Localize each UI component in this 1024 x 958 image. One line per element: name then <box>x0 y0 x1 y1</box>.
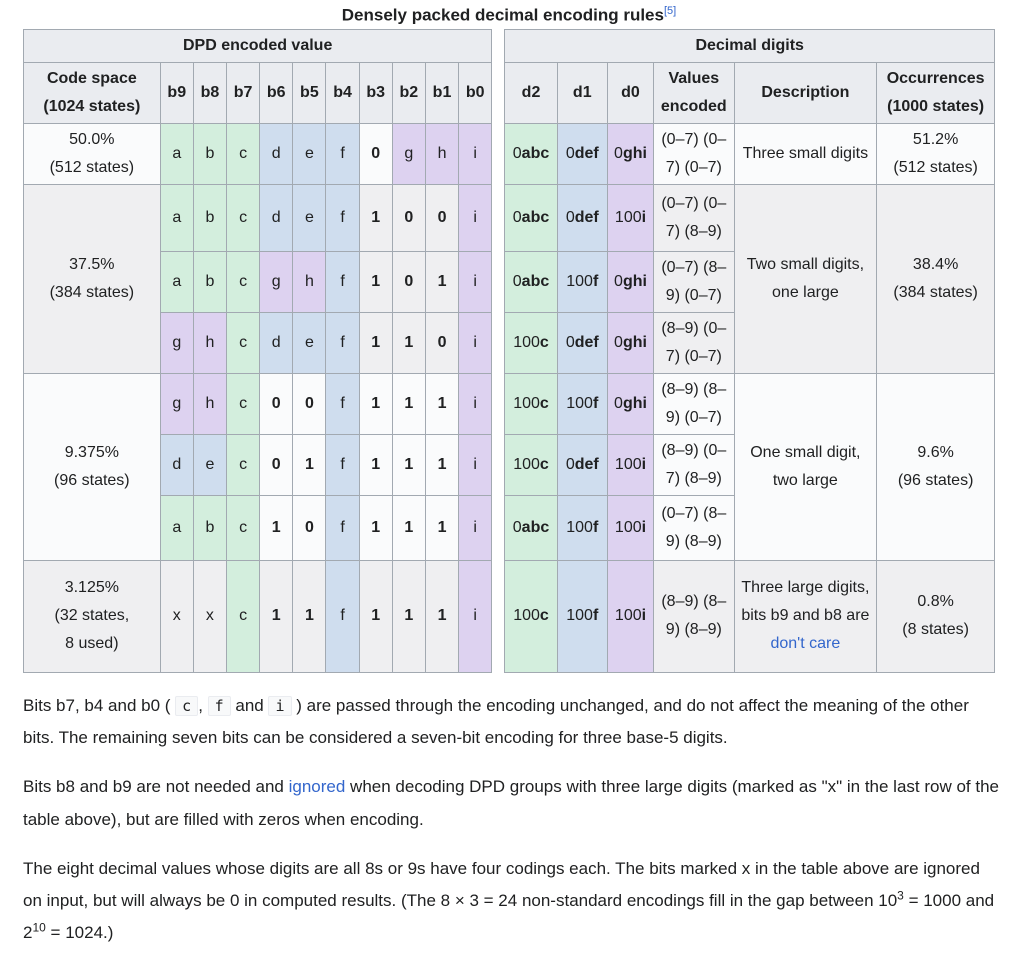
bit-column-header: b7 <box>227 62 260 123</box>
bit-cell: 1 <box>359 373 392 434</box>
bit-cell: d <box>260 123 293 184</box>
digit-cell-d0: 0ghi <box>607 251 653 312</box>
column-header-row <box>24 62 995 123</box>
header-dpd-encoded-value: DPD encoded value <box>24 29 492 62</box>
bit-cell: i <box>459 312 492 373</box>
bit-column-header: b6 <box>260 62 293 123</box>
note-text: when decoding DPD groups with three large digits (marked as "x" in the last row of the table above), but are filled with zeros when encoding. <box>23 777 999 829</box>
bit-cell: c <box>227 373 260 434</box>
note-text: = 1000 and 2 <box>23 891 995 943</box>
digit-cell-d0: 100i <box>607 184 653 251</box>
values-encoded-cell: (0–7) (0–7) (0–7) <box>654 123 734 184</box>
code-space-cell: 37.5% (384 states) <box>24 184 161 373</box>
group-header-row <box>24 29 995 62</box>
bit-cell: 0 <box>425 184 458 251</box>
bit-cell: f <box>326 184 359 251</box>
digit-cell-d1: 100f <box>557 373 607 434</box>
bit-cell: f <box>326 373 359 434</box>
bit-cell: 1 <box>260 495 293 560</box>
bit-cell: c <box>227 184 260 251</box>
bit-cell: 1 <box>359 495 392 560</box>
bit-cell: 1 <box>293 560 326 672</box>
bit-cell: c <box>227 251 260 312</box>
digit-cell-d0: 100i <box>607 560 653 672</box>
digit-cell-d1: 0def <box>557 312 607 373</box>
code-space-cell: 9.375% (96 states) <box>24 373 161 560</box>
bit-cell: x <box>160 560 193 672</box>
note-text: = 1024.) <box>45 923 114 943</box>
bit-cell: g <box>392 123 425 184</box>
digit-column-header: d0 <box>607 62 653 123</box>
values-encoded-cell: (8–9) (8–9) (0–7) <box>654 373 734 434</box>
bit-cell: 1 <box>425 495 458 560</box>
bit-cell: 1 <box>359 560 392 672</box>
bit-cell: e <box>293 312 326 373</box>
note-text: Bits b7, b4 and b0 ( <box>23 695 176 715</box>
col-header-occurrences <box>877 62 995 123</box>
note-text: Bits b8 and b9 are not needed and <box>23 777 289 797</box>
table-row <box>24 373 995 434</box>
table-gap <box>492 29 505 672</box>
bit-cell: f <box>326 251 359 312</box>
bit-cell: x <box>193 560 226 672</box>
bit-cell: c <box>227 123 260 184</box>
code-bit-c: c <box>175 696 198 716</box>
table-row <box>24 123 995 184</box>
bit-cell: g <box>160 312 193 373</box>
bit-cell: c <box>227 312 260 373</box>
note-text: ) are passed through the encoding unchanged, and do not affect the meaning of the other bits. The remaining seven bits can be considered a seven-bit encoding for three base-5 digits. <box>23 695 969 747</box>
values-encoded-cell: (8–9) (0–7) (0–7) <box>654 312 734 373</box>
reference-superscript <box>664 5 676 17</box>
digit-cell-d2: 0abc <box>505 123 557 184</box>
digit-column-header: d2 <box>505 62 557 123</box>
bit-cell: b <box>193 123 226 184</box>
digit-cell-d2: 0abc <box>505 184 557 251</box>
bit-cell: i <box>459 251 492 312</box>
digit-cell-d2: 100c <box>505 560 557 672</box>
reference-5-link[interactable]: [5] <box>663 5 677 17</box>
bit-cell: 1 <box>425 373 458 434</box>
bit-cell: g <box>260 251 293 312</box>
bit-cell: h <box>193 373 226 434</box>
digit-cell-d0: 100i <box>607 434 653 495</box>
values-encoded-cell: (0–7) (8–9) (8–9) <box>654 495 734 560</box>
note-nonstandard-encodings <box>23 853 1002 950</box>
bit-cell: g <box>160 373 193 434</box>
bit-cell: 1 <box>392 373 425 434</box>
bit-column-header: b2 <box>392 62 425 123</box>
digit-cell-d2: 0abc <box>505 495 557 560</box>
bit-cell: 1 <box>293 434 326 495</box>
code-space-cell: 50.0% (512 states) <box>24 123 161 184</box>
caption-text: Densely packed decimal encoding rules <box>341 5 664 25</box>
bit-cell: 0 <box>392 251 425 312</box>
bit-cell: c <box>227 560 260 672</box>
bit-cell: 1 <box>392 312 425 373</box>
note-passthrough-bits <box>23 690 1002 755</box>
digit-cell-d1: 0def <box>557 434 607 495</box>
table-row <box>24 560 995 672</box>
col-header-line: Values <box>668 69 720 87</box>
note-text: The eight decimal values whose digits are all 8s or 9s have four codings each. The bits marked x in the table above are ignored on input, but will always be 0 in computed results. (The 8 × 3 = 24 non-standard encodings fill in the gap between 10 <box>23 858 980 911</box>
digit-cell-d1: 100f <box>557 495 607 560</box>
bit-cell: e <box>293 184 326 251</box>
occurrences-cell: 38.4% (384 states) <box>877 184 995 373</box>
bit-cell: 1 <box>260 560 293 672</box>
digit-cell-d0: 0ghi <box>607 373 653 434</box>
bit-cell: c <box>227 495 260 560</box>
bit-column-header: b9 <box>160 62 193 123</box>
header-decimal-digits: Decimal digits <box>505 29 995 62</box>
note-text: and <box>230 695 269 715</box>
occurrences-cell: 0.8% (8 states) <box>877 560 995 672</box>
col-header-line: (1024 states) <box>43 97 141 115</box>
col-header-line: (1000 states) <box>887 97 985 115</box>
bit-cell: 0 <box>392 184 425 251</box>
bit-cell: 0 <box>260 434 293 495</box>
bit-cell: f <box>326 495 359 560</box>
bit-cell: 1 <box>359 434 392 495</box>
bit-cell: f <box>326 123 359 184</box>
bit-cell: d <box>160 434 193 495</box>
occurrences-cell: 51.2% (512 states) <box>877 123 995 184</box>
col-header-description: Description <box>734 62 877 123</box>
code-space-cell: 3.125% (32 states, 8 used) <box>24 560 161 672</box>
bit-column-header: b1 <box>425 62 458 123</box>
bit-cell: f <box>326 434 359 495</box>
bit-cell: b <box>193 251 226 312</box>
bit-column-header: b5 <box>293 62 326 123</box>
bit-cell: d <box>260 184 293 251</box>
digit-cell-d1: 0def <box>557 123 607 184</box>
bit-cell: e <box>193 434 226 495</box>
bit-column-header: b4 <box>326 62 359 123</box>
bit-cell: h <box>193 312 226 373</box>
code-bit-f: f <box>208 696 231 716</box>
description-cell: Two small digits, one large <box>734 184 877 373</box>
table-caption <box>23 5 995 26</box>
bit-cell: i <box>459 184 492 251</box>
table-row <box>24 184 995 251</box>
values-encoded-cell: (0–7) (0–7) (8–9) <box>654 184 734 251</box>
bit-cell: 1 <box>392 434 425 495</box>
bit-cell: a <box>160 123 193 184</box>
bit-cell: 0 <box>293 373 326 434</box>
digit-cell-d0: 0ghi <box>607 123 653 184</box>
bit-cell: 1 <box>392 560 425 672</box>
digit-cell-d1: 100f <box>557 251 607 312</box>
bit-cell: 1 <box>359 251 392 312</box>
bit-cell: i <box>459 123 492 184</box>
values-encoded-cell: (8–9) (0–7) (8–9) <box>654 434 734 495</box>
values-encoded-cell: (0–7) (8–9) (0–7) <box>654 251 734 312</box>
bit-cell: 0 <box>260 373 293 434</box>
bit-cell: a <box>160 184 193 251</box>
bit-cell: h <box>425 123 458 184</box>
bit-cell: d <box>260 312 293 373</box>
digit-cell-d2: 100c <box>505 312 557 373</box>
bit-cell: e <box>293 123 326 184</box>
bit-cell: i <box>459 560 492 672</box>
bit-cell: i <box>459 373 492 434</box>
digit-cell-d0: 100i <box>607 495 653 560</box>
bit-cell: 1 <box>359 312 392 373</box>
dpd-encoding-table <box>23 29 995 673</box>
bit-cell: i <box>459 434 492 495</box>
bit-cell: 1 <box>425 251 458 312</box>
bit-cell: i <box>459 495 492 560</box>
digit-cell-d0: 0ghi <box>607 312 653 373</box>
dont-care-link[interactable]: don't care <box>770 635 841 653</box>
col-header-code-space <box>24 62 161 123</box>
bit-cell: f <box>326 312 359 373</box>
bit-cell: h <box>293 251 326 312</box>
digit-column-header: d1 <box>557 62 607 123</box>
exponent-10: 10 <box>32 920 46 935</box>
bit-cell: 1 <box>392 495 425 560</box>
digit-cell-d1: 100f <box>557 560 607 672</box>
bit-column-header: b3 <box>359 62 392 123</box>
code-bit-i: i <box>268 696 291 716</box>
bit-cell: 0 <box>293 495 326 560</box>
description-cell: Three small digits <box>734 123 877 184</box>
values-encoded-cell: (8–9) (8–9) (8–9) <box>654 560 734 672</box>
bit-cell: 1 <box>359 184 392 251</box>
description-cell: One small digit, two large <box>734 373 877 560</box>
bit-cell: 1 <box>425 434 458 495</box>
bit-cell: c <box>227 434 260 495</box>
digit-cell-d2: 100c <box>505 373 557 434</box>
bit-cell: 1 <box>425 560 458 672</box>
bit-cell: b <box>193 184 226 251</box>
col-header-line: Code space <box>46 69 137 87</box>
note-text: , <box>198 695 208 715</box>
bit-cell: 0 <box>425 312 458 373</box>
digit-cell-d2: 0abc <box>505 251 557 312</box>
digit-cell-d2: 100c <box>505 434 557 495</box>
bit-column-header: b8 <box>193 62 226 123</box>
bit-column-header: b0 <box>459 62 492 123</box>
col-header-line: Occurrences <box>886 69 985 87</box>
digit-cell-d1: 0def <box>557 184 607 251</box>
note-ignored-bits <box>23 771 1002 836</box>
col-header-values-encoded <box>654 62 734 123</box>
bit-cell: a <box>160 251 193 312</box>
bit-cell: a <box>160 495 193 560</box>
description-cell: Three large digits, bits b9 and b8 are don't care <box>734 560 877 672</box>
bit-cell: 0 <box>359 123 392 184</box>
bit-cell: b <box>193 495 226 560</box>
bit-cell: f <box>326 560 359 672</box>
col-header-line: encoded <box>660 97 727 115</box>
ignored-link[interactable]: ignored <box>288 777 346 797</box>
exponent-3: 3 <box>897 888 904 903</box>
occurrences-cell: 9.6% (96 states) <box>877 373 995 560</box>
